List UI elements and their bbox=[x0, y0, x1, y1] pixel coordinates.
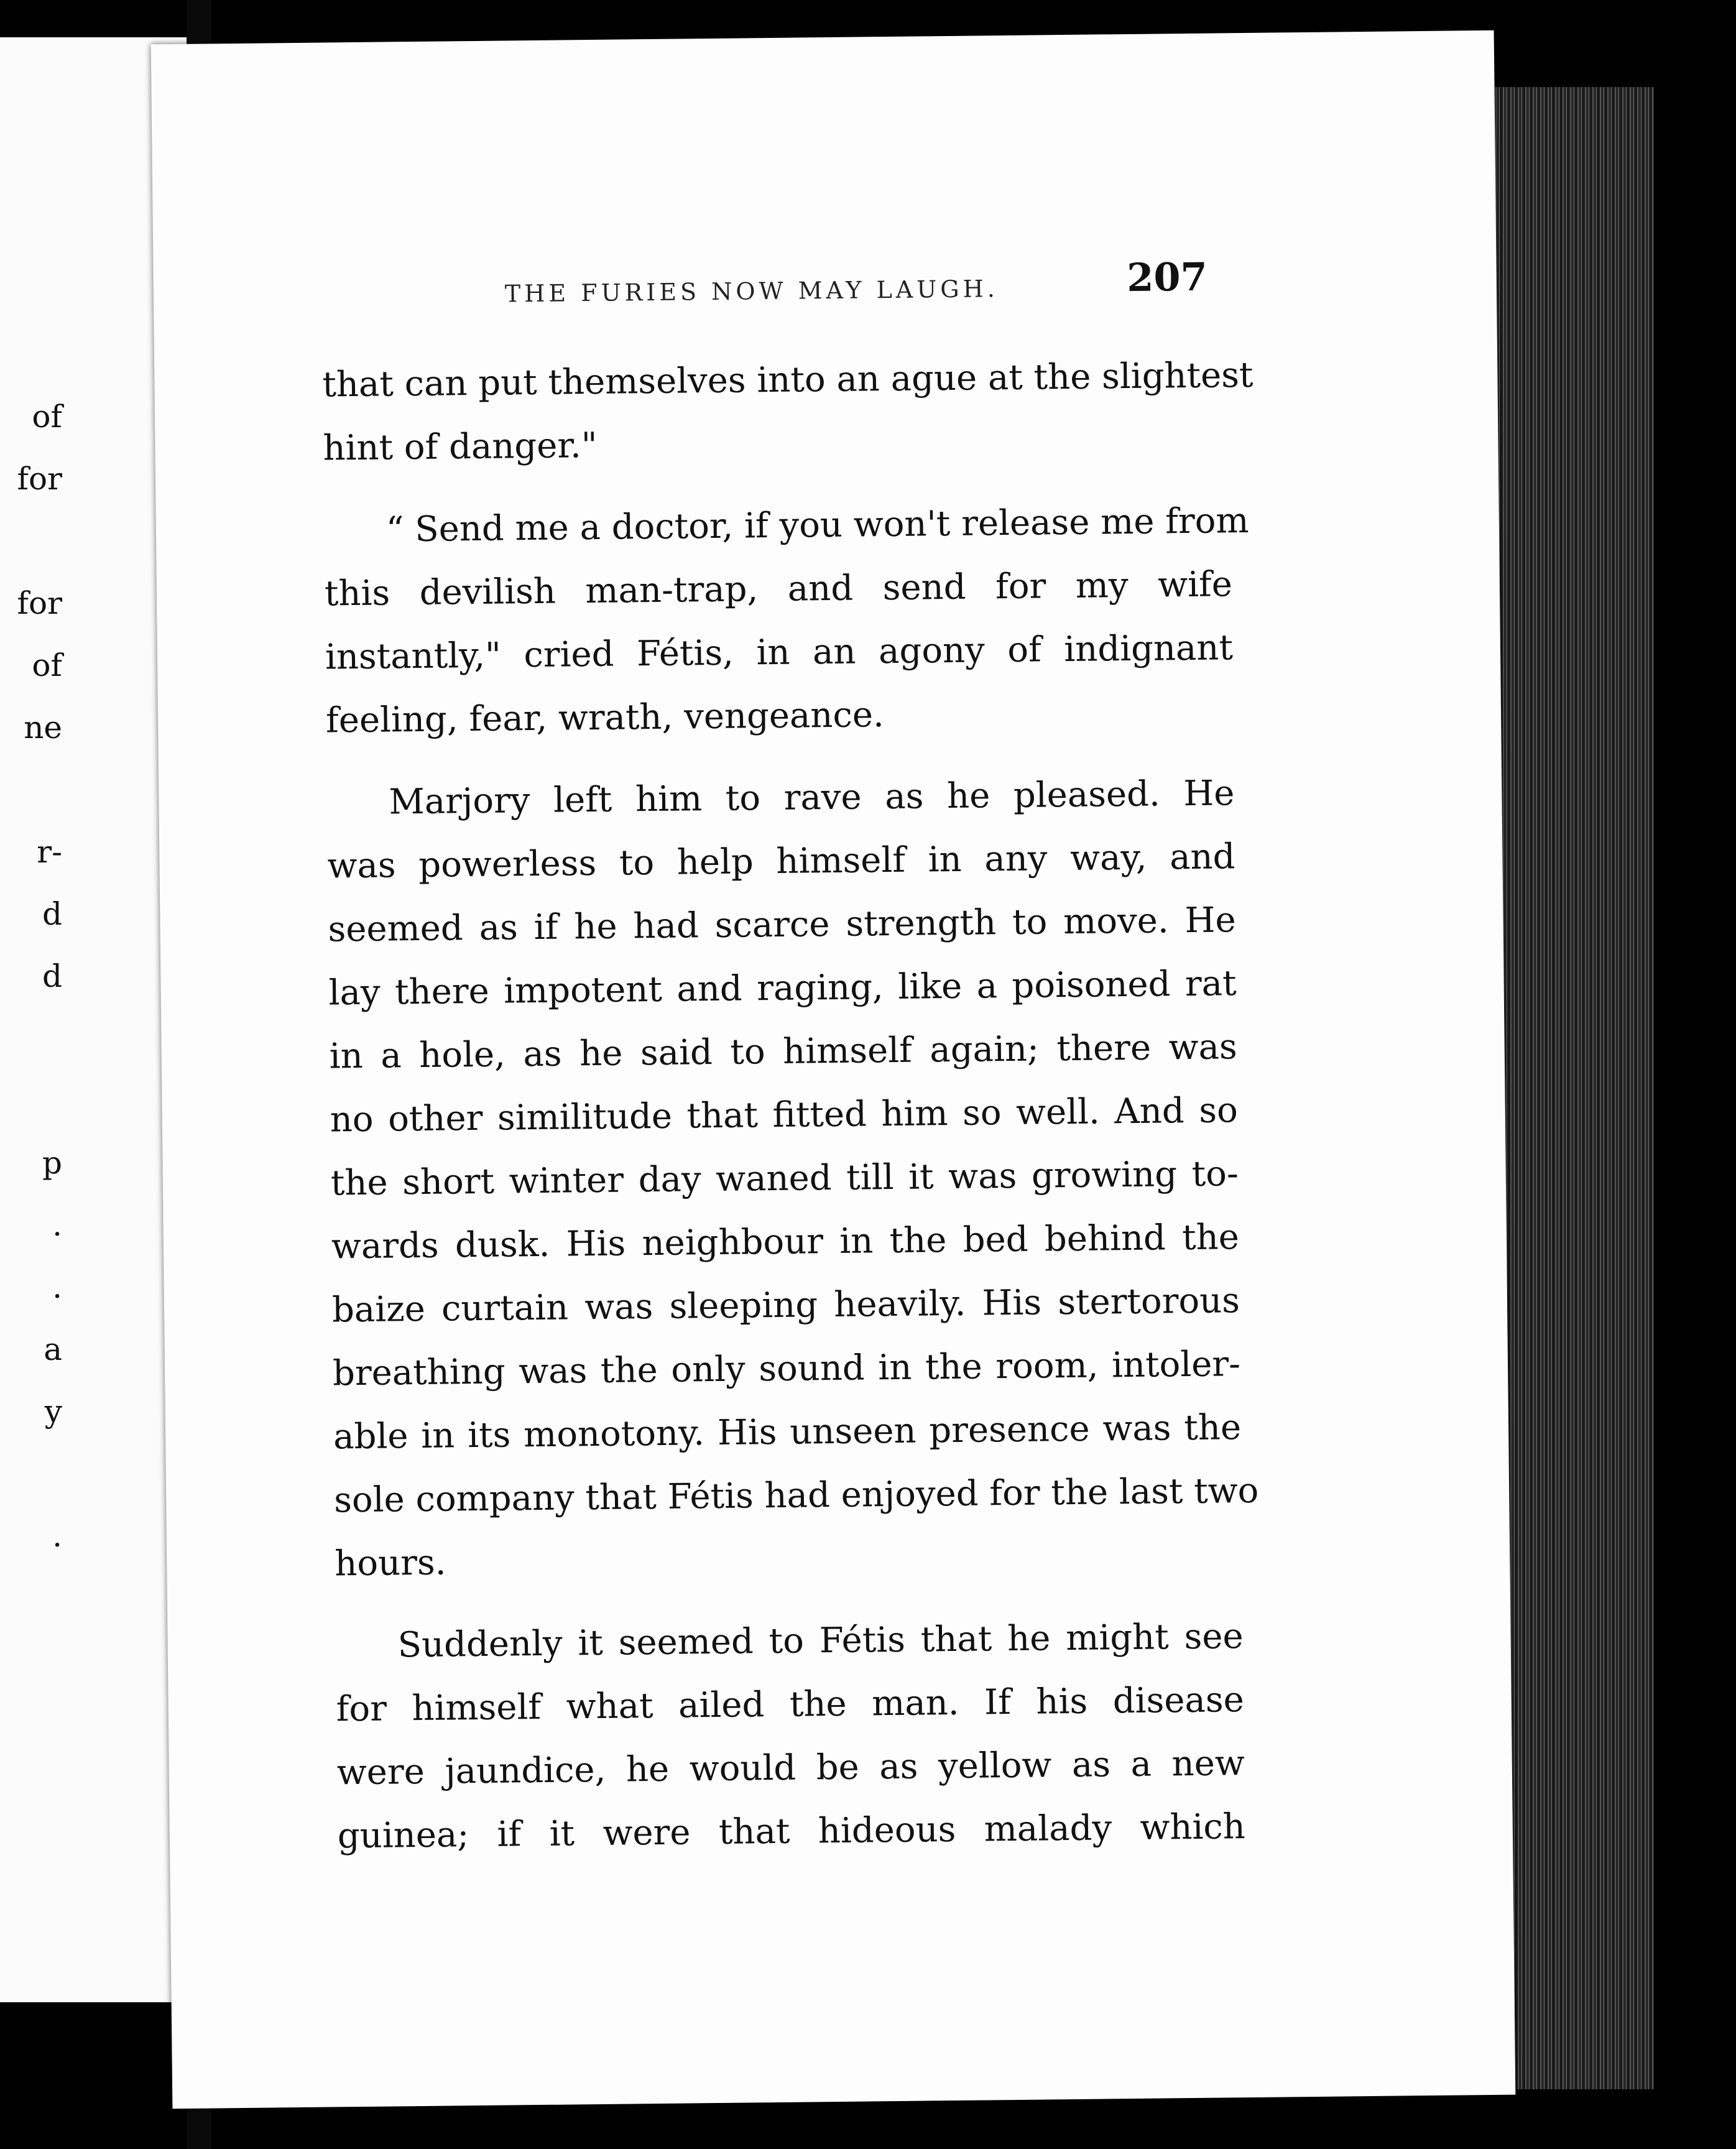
left-fragment: p bbox=[42, 1145, 62, 1181]
left-fragment: for bbox=[17, 461, 62, 497]
left-fragment: of bbox=[32, 647, 62, 683]
text-line: no other similitude that fitted him so well. And so bbox=[330, 1090, 1239, 1140]
left-fragment: d bbox=[42, 958, 62, 994]
left-fragment bbox=[0, 1443, 62, 1505]
text-line: breathing was the only sound in the room, intoler- bbox=[332, 1344, 1241, 1394]
text-line: were jaundice, he would be as yellow as a new bbox=[336, 1743, 1245, 1793]
text-line: able in its monotony. His unseen presence was the bbox=[333, 1407, 1242, 1458]
page-number: 207 bbox=[1126, 254, 1208, 300]
left-fragment bbox=[0, 510, 62, 572]
text-line: feeling, fear, wrath, vengeance. bbox=[325, 695, 885, 741]
left-fragment: . bbox=[52, 1207, 62, 1243]
left-fragment bbox=[0, 1070, 62, 1132]
left-fragment: of bbox=[32, 399, 62, 435]
left-fragment: r- bbox=[37, 834, 62, 870]
text-line: in a hole, as he said to himself again; there was bbox=[329, 1027, 1237, 1077]
text-line: wards dusk. His neighbour in the bed behind the bbox=[331, 1217, 1240, 1267]
running-head-title: THE FURIES NOW MAY LAUGH. bbox=[504, 275, 999, 308]
left-fragment bbox=[0, 1007, 62, 1070]
text-line: lay there impotent and raging, like a poisoned rat bbox=[328, 963, 1237, 1014]
paragraph bbox=[326, 762, 1259, 1596]
left-fragment: for bbox=[17, 585, 62, 621]
running-head bbox=[336, 254, 1207, 326]
text-line: for himself what ailed the man. If his disease bbox=[336, 1680, 1244, 1730]
text-line: the short winter day waned till it was growing to- bbox=[330, 1153, 1239, 1204]
paragraph bbox=[322, 344, 1254, 480]
text-line: hint of danger." bbox=[323, 425, 598, 469]
text-line: that can put themselves into an ague at the slightest bbox=[322, 354, 1254, 405]
text-line: Suddenly it seemed to Fétis that he might see bbox=[397, 1616, 1244, 1666]
text-line: seemed as if he had scarce strength to move. He bbox=[328, 900, 1236, 950]
text-line: sole company that Fétis had enjoyed for the last two bbox=[333, 1470, 1259, 1521]
text-line: hours. bbox=[334, 1542, 446, 1584]
paragraph bbox=[335, 1605, 1245, 1868]
left-fragment bbox=[0, 759, 62, 821]
book-page-edges bbox=[1492, 87, 1654, 2089]
left-fragment: y bbox=[44, 1393, 62, 1430]
left-fragment: a bbox=[44, 1331, 62, 1367]
text-line: was powerless to help himself in any way, and bbox=[327, 836, 1235, 887]
left-fragment: . bbox=[52, 1269, 62, 1305]
text-line: this devilish man-trap, and send for my wife bbox=[324, 564, 1233, 614]
text-line: guinea; if it were that hideous malady which bbox=[337, 1806, 1246, 1857]
text-line: instantly," cried Fétis, in an agony of indignant bbox=[325, 627, 1234, 678]
left-page-text-fragments bbox=[0, 386, 62, 1567]
left-fragment: ne bbox=[24, 709, 62, 746]
book-page bbox=[151, 30, 1516, 2109]
text-line: Marjory left him to rave as he pleased. He bbox=[389, 773, 1235, 823]
text-line: “ Send me a doctor, if you won't release me from bbox=[386, 500, 1249, 550]
left-fragment: d bbox=[42, 896, 62, 932]
text-line: baize curtain was sleeping heavily. His stertorous bbox=[331, 1280, 1240, 1331]
left-fragment: . bbox=[52, 1518, 62, 1554]
paragraph bbox=[323, 489, 1249, 752]
page-body-text bbox=[322, 344, 1259, 1868]
